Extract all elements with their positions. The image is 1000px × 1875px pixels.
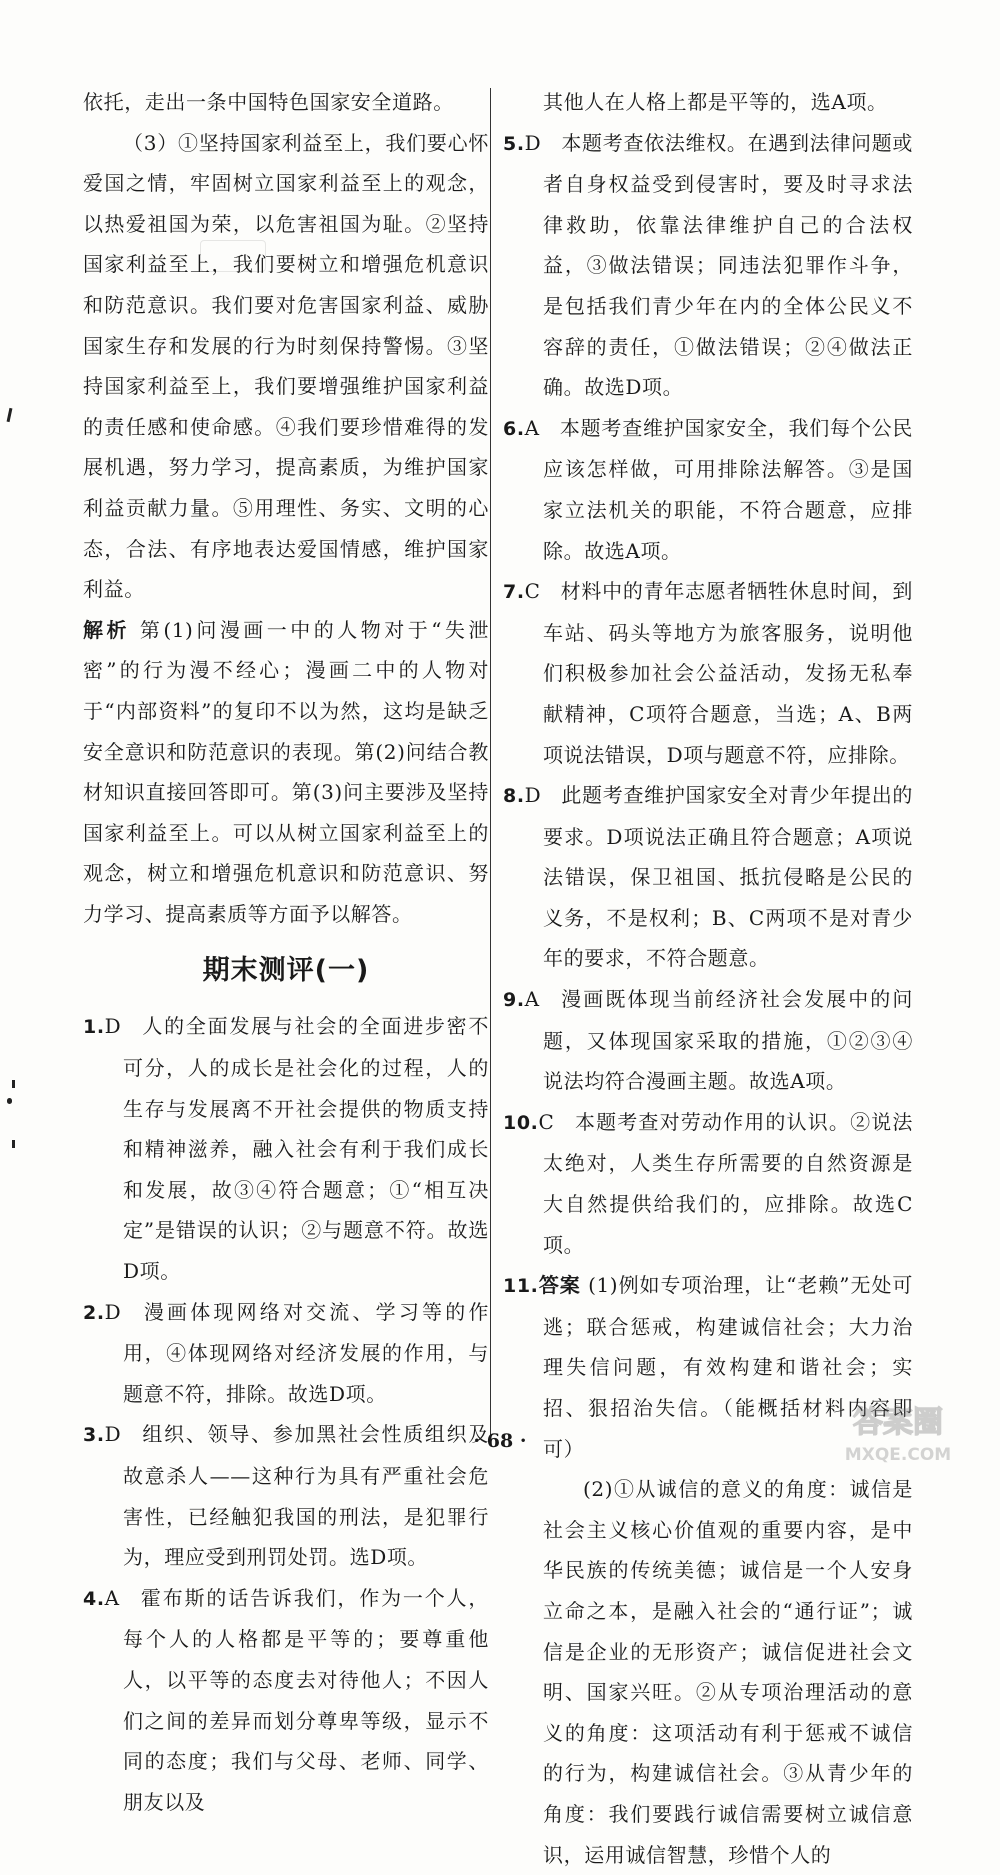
item-explanation: 本题考查对劳动作用的认识。②说法太绝对，人类生存所需要的自然资源是大自然提供给我们的，应排除。故选C项。 — [543, 1109, 913, 1257]
answer-item — [503, 123, 913, 408]
watermark-url: MXQE.COM — [844, 1445, 952, 1465]
item-answer: A — [524, 415, 540, 440]
item-number: 8. — [503, 785, 525, 808]
item-explanation: (1)例如专项治理，让“老赖”无处可逃；联合惩戒，构建诚信社会；大力治理失信问题，有效构建和谐社会；实招、狠招治失信。（能概括材料内容即可） — [543, 1273, 913, 1461]
item-answer: C — [538, 1109, 555, 1134]
item-answer: D — [524, 783, 542, 808]
margin-mark — [7, 408, 13, 422]
item-number: 5. — [503, 132, 525, 155]
item-number: 4. — [83, 1587, 105, 1610]
item-number: 7. — [503, 581, 525, 604]
answer-item — [503, 408, 913, 571]
answer-item-11-part-2: (2)①从诚信的意义的角度：诚信是社会主义核心价值观的重要内容，是中华民族的传统美德；诚信是一个人安身立命之本，是融入社会的“通行证”；诚信是企业的无形资产；诚信促进社会文明、国家兴旺。②从专项治理活动的意义的角度：这项活动有利于惩戒不诚信的行为，构建诚信社会。③从青少年的角度：我们要践行诚信需要树立诚信意识，运用诚信智慧，珍惜个人的 — [543, 1477, 913, 1867]
margin-mark — [12, 1080, 15, 1088]
site-watermark — [818, 1398, 978, 1468]
item-number: 1. — [83, 1016, 105, 1039]
answer-item — [503, 1102, 913, 1265]
item-answer: C — [524, 579, 541, 604]
section-heading: 期末测评(一) — [202, 955, 370, 987]
analysis-label: 解析 — [83, 617, 130, 642]
item-explanation: 人的全面发展与社会的全面进步密不可分，人的成长是社会化的过程，人的生存与发展离不开社会提供的物质支持和精神滋养，融入社会有利于我们成长和发展，故③④符合题意；①“相互决定”是错误的认识；②与题意不符。故选D项。 — [123, 1014, 489, 1284]
item-explanation: 材料中的青年志愿者牺牲休息时间，到车站、码头等地方为旅客服务，说明他们积极参加社会公益活动，发扬无私奉献精神，C项符合题意，当选；A、B两项说法错误，D项与题意不符，应排除。 — [543, 579, 913, 767]
answer-item — [503, 571, 913, 775]
answer-label: 答案 — [538, 1273, 581, 1298]
item-answer: D — [104, 1299, 122, 1324]
right-column — [503, 82, 913, 1875]
item-explanation: 本题考查维护国家安全，我们每个公民应该怎样做，可用排除法解答。③是国家立法机关的职能，不符合题意，应排除。故选A项。 — [543, 415, 913, 563]
watermark-logo-text: 答案圈 — [853, 1405, 943, 1440]
answer-item — [83, 1292, 489, 1415]
analysis-text: 第(1)问漫画一中的人物对于“失泄密”的行为漫不经心；漫画二中的人物对于“内部资料”的复印不以为然，这均是缺乏安全意识和防范意识的表现。第(2)问结合教材知识直接回答即可。第(3)问主要涉及坚持国家利益至上。可以从树立国家利益至上的观念，树立和增强危机意识和防范意识、努力学习、提高素质等方面予以解答。 — [83, 617, 489, 926]
analysis-paragraph — [83, 610, 489, 935]
item-number: 10. — [503, 1111, 539, 1134]
answer-part-3: （3）①坚持国家利益至上，我们要心怀爱国之情，牢固树立国家利益至上的观念，以热爱祖国为荣，以危害祖国为耻。②坚持国家利益至上，我们要树立和增强危机意识和防范意识。我们要对危害国家利益、威胁国家生存和发展的行为时刻保持警惕。③坚持国家利益至上，我们要增强维护国家利益的责任感和使命感。④我们要珍惜难得的发展机遇，努力学习，提高素质，为维护国家利益贡献力量。⑤用理性、务实、文明的心态，合法、有序地表达爱国情感，维护国家利益。 — [83, 130, 489, 602]
column-divider — [490, 88, 491, 1438]
item-explanation: 组织、领导、参加黑社会性质组织及故意杀人——这种行为具有严重社会危害性，已经触犯我国的刑法，是犯罪行为，理应受到刑罚处罚。选D项。 — [123, 1422, 489, 1570]
item-answer: D — [524, 130, 542, 155]
answer-item — [503, 979, 913, 1102]
item-answer: D — [104, 1014, 122, 1039]
item-answer: D — [104, 1422, 122, 1447]
margin-mark — [12, 1140, 15, 1148]
left-column — [83, 82, 489, 1822]
item-answer: A — [524, 987, 540, 1012]
item-explanation: 本题考查依法维权。在遇到法律问题或者自身权益受到侵害时，要及时寻求法律救助，依靠法律维护自己的合法权益，③做法错误；同违法犯罪作斗争，是包括我们青少年在内的全体公民义不容辞的责任，①做法错误；②④做法正确。故选D项。 — [543, 130, 913, 400]
item-number: 9. — [503, 989, 525, 1012]
item-number: 11. — [503, 1275, 539, 1298]
paragraph-continuation: 依托，走出一条中国特色国家安全道路。 — [83, 90, 454, 114]
item-explanation: 漫画既体现当前经济社会发展中的问题，又体现国家采取的措施，①②③④说法均符合漫画主题。故选A项。 — [543, 987, 913, 1094]
answer-item — [83, 1006, 489, 1291]
item-explanation: 霍布斯的话告诉我们，作为一个人，每个人的人格都是平等的；要尊重他人，以平等的态度去对待他人；不因人们之间的差异而划分尊卑等级，显示不同的态度；我们与父母、老师、同学、朋友以及 — [123, 1585, 489, 1814]
item-explanation: 漫画体现网络对交流、学习等的作用，④体现网络对经济发展的作用，与题意不符，排除。故选D项。 — [123, 1299, 489, 1406]
answer-item — [83, 1578, 489, 1823]
page-number: · 68 · — [473, 1430, 527, 1452]
item-answer: A — [104, 1585, 120, 1610]
item-number: 6. — [503, 417, 525, 440]
margin-mark — [7, 1098, 12, 1104]
item-4-continuation: 其他人在人格上都是平等的，选A项。 — [543, 90, 888, 114]
item-explanation: 此题考查维护国家安全对青少年提出的要求。D项说法正确且符合题意；A项说法错误，保卫祖国、抵抗侵略是公民的义务，不是权利；B、C两项不是对青少年的要求，不符合题意。 — [543, 783, 913, 971]
answer-item — [503, 775, 913, 979]
item-number: 2. — [83, 1301, 105, 1324]
item-number: 3. — [83, 1424, 105, 1447]
